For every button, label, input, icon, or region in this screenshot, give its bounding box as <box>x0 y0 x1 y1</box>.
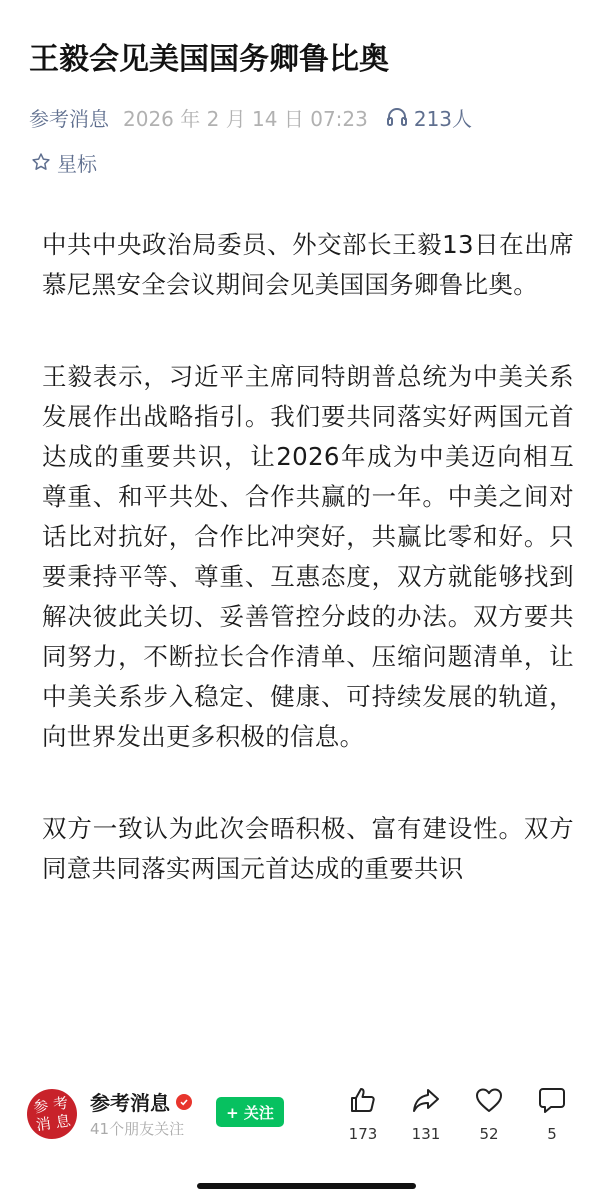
share-button[interactable] <box>398 1085 454 1143</box>
article-body <box>42 225 574 1065</box>
star-label: 星标 <box>57 151 97 176</box>
star-icon <box>31 152 51 172</box>
like-button[interactable] <box>335 1085 391 1143</box>
article-title: 王毅会见美国国务卿鲁比奥 <box>29 42 389 77</box>
article-meta <box>29 99 472 135</box>
publish-date: 2026 年 2 月 14 日 07:23 <box>123 106 368 131</box>
verified-badge-icon <box>176 1094 192 1110</box>
favorite-button[interactable] <box>461 1085 517 1143</box>
account-name-text: 参考消息 <box>90 1091 170 1115</box>
like-count: 173 <box>348 1125 378 1143</box>
account-name[interactable] <box>90 1087 192 1116</box>
share-count: 131 <box>411 1125 441 1143</box>
article-paragraph: 双方一致认为此次会晤积极、富有建设性。双方同意共同落实两国元首达成的重要共识 <box>42 814 574 883</box>
source-link[interactable]: 参考消息 <box>29 106 109 131</box>
like-icon <box>348 1085 378 1115</box>
comment-icon <box>537 1085 567 1115</box>
article-paragraph: 王毅表示，习近平主席同特朗普总统为中美关系发展作出战略指引。我们要共同落实好两国元首达成的重要共识，让2026年成为中美迈向相互尊重、和平共处、合作共赢的一年。中美之间对话比对抗好，合作比冲突好，共赢比零和好。只要秉持平等、尊重、互惠态度，双方就能够找到解决彼此关切、妥善管控分歧的办法。双方要共同努力，不断拉长合作清单、压缩问题清单，让中美关系步入稳定、健康、可持续发展的轨道，向世界发出更多积极的信息。 <box>42 362 574 751</box>
favorite-count: 52 <box>479 1125 499 1143</box>
share-icon <box>411 1085 441 1115</box>
bottom-action-bar <box>0 1073 611 1200</box>
article-paragraph: 中共中央政治局委员、外交部长王毅13日在出席慕尼黑安全会议期间会见美国国务卿鲁比奥。 <box>42 230 574 299</box>
headphones-icon <box>386 107 408 127</box>
star-button[interactable] <box>31 145 97 179</box>
followers-count: 41个朋友关注 <box>90 1120 185 1138</box>
home-indicator[interactable] <box>197 1183 416 1189</box>
account-avatar[interactable] <box>24 1086 80 1142</box>
logo-char: 参 <box>32 1096 50 1117</box>
logo-char: 息 <box>54 1111 72 1132</box>
listen-button[interactable] <box>386 103 472 132</box>
logo-char: 消 <box>34 1114 53 1135</box>
comment-count: 5 <box>547 1125 557 1143</box>
comment-button[interactable] <box>524 1085 580 1143</box>
follow-button[interactable]: + 关注 <box>216 1097 284 1127</box>
logo-char: 考 <box>51 1093 70 1114</box>
heart-icon <box>474 1085 504 1115</box>
listen-count: 213人 <box>413 106 473 131</box>
